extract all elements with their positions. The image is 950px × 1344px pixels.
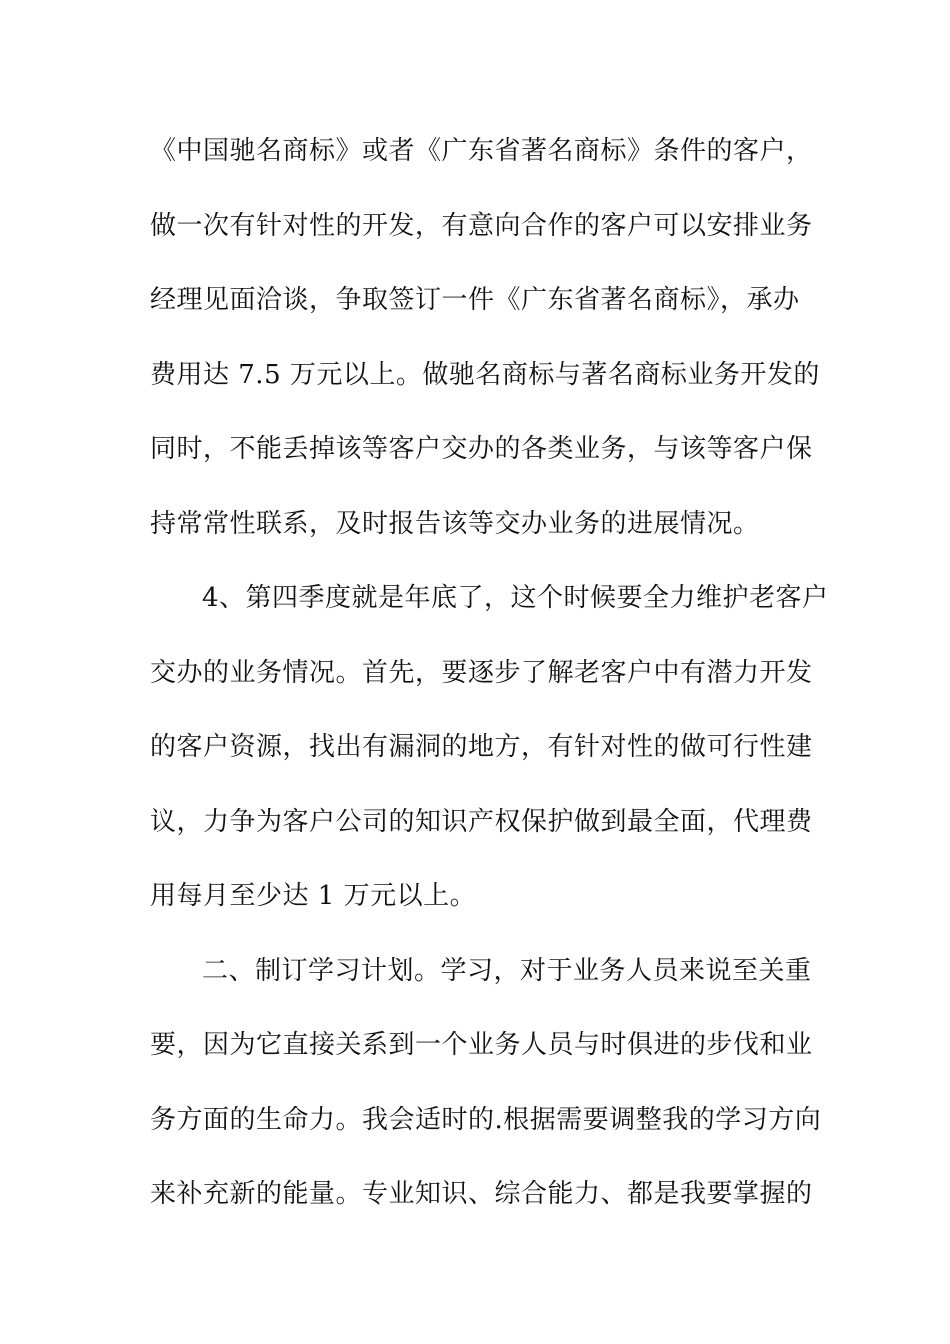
text-line: 做一次有针对性的开发，有意向合作的客户可以安排业务: [150, 210, 813, 241]
text-line: 经理见面洽谈，争取签订一件《广东省著名商标》，承办: [150, 285, 800, 315]
text-line: 《中国驰名商标》或者《广东省著名商标》条件的客户，: [150, 136, 813, 166]
paragraph-start-line: 4、第四季度就是年底了，这个时候要全力维护老客户: [202, 583, 829, 613]
text-line: 议，力争为客户公司的知识产权保护做到最全面，代理费: [150, 806, 813, 837]
text-line: 费用达 7.5 万元以上。做驰名商标与著名商标业务开发的: [150, 359, 820, 390]
text-line: 要，因为它直接关系到一个业务人员与时俱进的步伐和业: [150, 1030, 813, 1060]
text-line: 的客户资源，找出有漏洞的地方，有针对性的做可行性建: [150, 732, 813, 762]
text-line: 来补充新的能量。专业知识、综合能力、都是我要掌握的: [150, 1179, 813, 1209]
text-line: 务方面的生命力。我会适时的.根据需要调整我的学习方向: [150, 1104, 822, 1135]
paragraph-start-line: 二、制订学习计划。学习，对于业务人员来说至关重: [202, 955, 812, 986]
text-line: 用每月至少达 1 万元以上。: [150, 881, 477, 911]
document-body: [150, 131, 829, 1249]
text-line: 持常常性联系，及时报告该等交办业务的进展情况。: [150, 508, 760, 539]
text-line: 同时，不能丢掉该等客户交办的各类业务，与该等客户保: [150, 434, 813, 464]
text-line: 交办的业务情况。首先，要逐步了解老客户中有潜力开发: [150, 657, 813, 688]
